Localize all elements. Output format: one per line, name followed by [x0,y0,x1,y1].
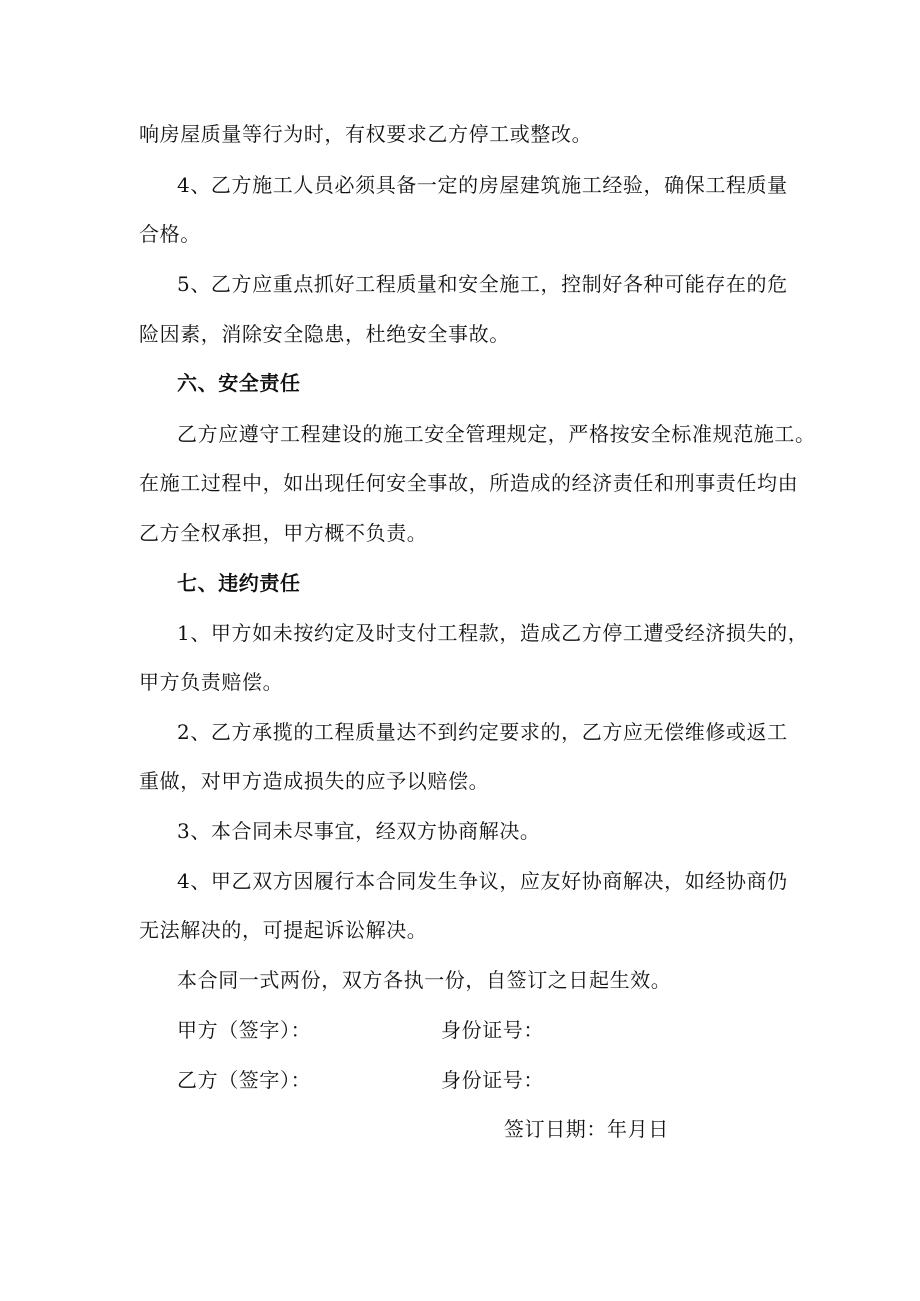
party-a-signature-label: 甲方（签字）： [177,1018,312,1042]
signing-date-label: 签订日期：年月日 [504,1117,669,1141]
safety-paragraph-line-1: 乙方应遵守工程建设的施工安全管理规定，严格按安全标准规范施工。 [177,422,816,446]
clause-5-5: 5、乙方应重点抓好工程质量和安全施工，控制好各种可能存在的危 [177,272,788,296]
breach-clause-4: 4、甲乙双方因履行本合同发生争议，应友好协商解决，如经协商仍 [177,869,788,893]
breach-clause-4-continuation: 无法解决的，可提起诉讼解决。 [139,918,428,942]
breach-clause-3: 3、本合同未尽事宜，经双方协商解决。 [177,819,541,843]
breach-clause-2: 2、乙方承揽的工程质量达不到约定要求的，乙方应无偿维修或返工 [177,720,788,744]
section-heading-safety: 六、安全责任 [177,371,301,395]
clause-5-4: 4、乙方施工人员必须具备一定的房屋建筑施工经验，确保工程质量 [177,173,788,197]
breach-clause-1-continuation: 甲方负责赔偿。 [139,670,284,694]
safety-paragraph-line-3: 乙方全权承担，甲方概不负责。 [139,521,428,545]
breach-clause-1: 1、甲方如未按约定及时支付工程款，造成乙方停工遭受经济损失的， [177,621,809,645]
party-a-id-label: 身份证号： [441,1018,544,1042]
party-b-id-label: 身份证号： [441,1068,544,1092]
section-heading-breach: 七、违约责任 [177,571,301,595]
breach-clause-2-continuation: 重做，对甲方造成损失的应予以赔偿。 [139,769,490,793]
clause-5-3-continuation: 响房屋质量等行为时，有权要求乙方停工或整改。 [139,122,593,146]
party-b-signature-label: 乙方（签字）： [177,1068,312,1092]
effective-clause: 本合同一式两份，双方各执一份，自签订之日起生效。 [177,968,672,992]
clause-5-4-continuation: 合格。 [139,222,201,246]
clause-5-5-continuation: 险因素，消除安全隐患，杜绝安全事故。 [139,322,510,346]
safety-paragraph-line-2: 在施工过程中，如出现任何安全事故，所造成的经济责任和刑事责任均由 [139,471,799,495]
